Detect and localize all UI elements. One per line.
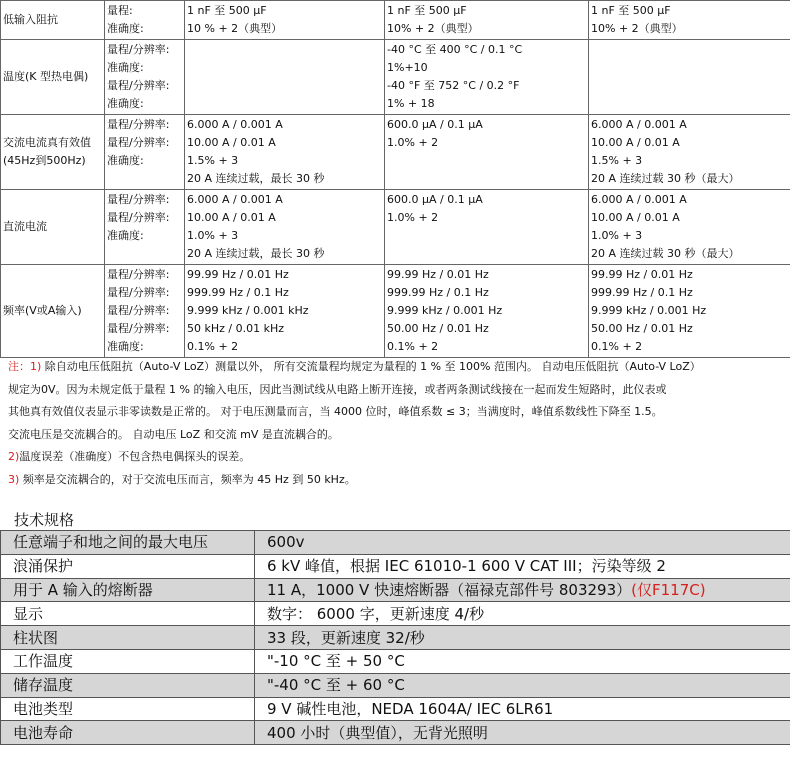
spec-row — [1, 265, 790, 358]
cell-line: 600.0 µA / 0.1 µA — [387, 118, 483, 131]
cell-line: 准确度: — [107, 229, 144, 242]
spec-table — [0, 0, 790, 358]
function-cell — [1, 265, 105, 358]
param-label-cell — [105, 190, 185, 265]
tech-spec-body — [1, 531, 790, 745]
cell-line: 10.00 A / 0.01 A — [187, 136, 276, 149]
cell-line: 20 A 连续过载，最长 30 秒 — [187, 247, 325, 260]
cell-line: 999.99 Hz / 0.1 Hz — [387, 286, 489, 299]
cell-line: 999.99 Hz / 0.1 Hz — [591, 286, 693, 299]
model-a-cell — [185, 115, 385, 190]
cell-line: 0.1% + 2 — [187, 340, 239, 353]
cell-line: 10.00 A / 0.01 A — [591, 136, 680, 149]
cell-line: 20 A 连续过载，最长 30 秒 — [187, 172, 325, 185]
cell-line: 1%+10 — [387, 61, 428, 74]
spec-row — [1, 40, 790, 115]
cell-line: 1.5% + 3 — [591, 154, 643, 167]
model-c-cell — [589, 190, 790, 265]
cell-line: 10.00 A / 0.01 A — [591, 211, 680, 224]
note-1-text: 除自动电压低阻抗（Auto-V LoZ）测量以外， 所有交流量程均规定为量程的 1 % 至 100% 范围内。 自动电压低阻抗（Auto-V LoZ） — [41, 360, 701, 373]
model-a-cell — [185, 265, 385, 358]
note-1-line-1 — [8, 356, 788, 379]
tech-label: 储存温度 — [1, 673, 255, 697]
cell-line: -40 °F 至 752 °C / 0.2 °F — [387, 79, 520, 92]
tech-value-cell — [255, 531, 790, 555]
cell-line: 量程/分辨率: — [107, 136, 170, 149]
tech-value: 11 A，1000 V 快速熔断器（福禄克部件号 803293） — [267, 580, 632, 599]
param-label-cell — [105, 265, 185, 358]
tech-row — [1, 602, 790, 626]
cell-line: 10.00 A / 0.01 A — [187, 211, 276, 224]
model-b-cell — [385, 1, 589, 40]
cell-line: 9.999 kHz / 0.001 Hz — [591, 304, 707, 317]
note-2-prefix: 2) — [8, 450, 20, 464]
cell-line: 交流电流真有效值 — [3, 136, 91, 149]
cell-line: 1% + 18 — [387, 97, 435, 110]
cell-line: 量程/分辨率: — [107, 193, 170, 206]
cell-line: 50.00 Hz / 0.01 Hz — [591, 322, 693, 335]
cell-line: 直流电流 — [3, 220, 47, 233]
model-c-cell — [589, 115, 790, 190]
tech-value-cell — [255, 649, 790, 673]
model-a-cell — [185, 1, 385, 40]
tech-label: 柱状图 — [1, 626, 255, 650]
tech-label: 显示 — [1, 602, 255, 626]
function-cell — [1, 115, 105, 190]
tech-value: 600v — [267, 533, 305, 552]
tech-row — [1, 531, 790, 555]
cell-line: 1.0% + 2 — [387, 211, 439, 224]
cell-line: 准确度: — [107, 22, 144, 35]
note-1-prefix: 注：1) — [8, 360, 42, 373]
cell-line: 10 % + 2（典型） — [187, 22, 283, 35]
cell-line: 1.0% + 3 — [591, 229, 643, 242]
cell-line: 1 nF 至 500 µF — [591, 4, 671, 17]
cell-line: 温度(K 型热电偶) — [3, 70, 89, 83]
tech-label: 任意端子和地之间的最大电压 — [1, 531, 255, 555]
note-2 — [8, 446, 788, 469]
model-c-cell — [589, 40, 790, 115]
cell-line: 量程/分辨率: — [107, 43, 170, 56]
cell-line: 0.1% + 2 — [591, 340, 643, 353]
note-1-line-3: 其他真有效值仪表显示非零读数是正常的。 对于电压测量而言，当 4000 位时，峰值系数 ≤ 3；当满度时，峰值系数线性下降至 1.5。 — [8, 405, 663, 419]
cell-line: 准确度: — [107, 154, 144, 167]
spec-row — [1, 190, 790, 265]
cell-line: 99.99 Hz / 0.01 Hz — [187, 268, 289, 281]
tech-row — [1, 626, 790, 650]
tech-value-cell — [255, 602, 790, 626]
tech-value-note: (仅F117C) — [631, 580, 706, 599]
cell-line: 量程/分辨率: — [107, 268, 170, 281]
cell-line: 10% + 2（典型） — [591, 22, 683, 35]
tech-value: 9 V 碱性电池，NEDA 1604A/ IEC 6LR61 — [267, 699, 554, 718]
spec-table-body — [1, 1, 790, 358]
cell-line: 量程/分辨率: — [107, 286, 170, 299]
note-1-line-4: 交流电压是交流耦合的。 自动电压 LoZ 和交流 mV 是直流耦合的。 — [8, 427, 339, 441]
cell-line: 1.0% + 3 — [187, 229, 239, 242]
tech-value-cell — [255, 673, 790, 697]
cell-line: 6.000 A / 0.001 A — [187, 193, 283, 206]
param-label-cell — [105, 115, 185, 190]
tech-value-cell — [255, 697, 790, 721]
cell-line: 50 kHz / 0.01 kHz — [187, 322, 285, 335]
model-b-cell — [385, 40, 589, 115]
tech-label: 浪涌保护 — [1, 554, 255, 578]
cell-line: 9.999 kHz / 0.001 Hz — [387, 304, 503, 317]
cell-line: 准确度: — [107, 97, 144, 110]
cell-line: 20 A 连续过载 30 秒（最大） — [591, 172, 740, 185]
tech-label: 电池类型 — [1, 697, 255, 721]
tech-row — [1, 554, 790, 578]
tech-value-cell — [255, 721, 790, 745]
cell-line: 99.99 Hz / 0.01 Hz — [387, 268, 489, 281]
tech-value: 400 小时（典型值），无背光照明 — [267, 723, 488, 742]
spec-row — [1, 1, 790, 40]
tech-value: 33 段，更新速度 32/秒 — [267, 628, 425, 647]
cell-line: -40 °C 至 400 °C / 0.1 °C — [387, 43, 523, 56]
cell-line: 6.000 A / 0.001 A — [187, 118, 283, 131]
cell-line: 量程/分辨率: — [107, 79, 170, 92]
tech-label: 用于 A 输入的熔断器 — [1, 578, 255, 602]
cell-line: 0.1% + 2 — [387, 340, 439, 353]
model-b-cell — [385, 115, 589, 190]
tech-label: 电池寿命 — [1, 721, 255, 745]
cell-line: 量程/分辨率: — [107, 304, 170, 317]
tech-value-cell — [255, 554, 790, 578]
note-3 — [8, 469, 788, 492]
cell-line: 1.5% + 3 — [187, 154, 239, 167]
note-3-prefix: 3) — [8, 472, 20, 486]
cell-line: 量程/分辨率: — [107, 211, 170, 224]
cell-line: 准确度: — [107, 61, 144, 74]
tech-value: 数字： 6000 字，更新速度 4/秒 — [267, 604, 485, 623]
tech-row — [1, 721, 790, 745]
cell-line: 量程: — [107, 4, 133, 17]
cell-line: 1 nF 至 500 µF — [387, 4, 467, 17]
cell-line: 99.99 Hz / 0.01 Hz — [591, 268, 693, 281]
cell-line: 1.0% + 2 — [387, 136, 439, 149]
tech-value: "-40 °C 至 + 60 °C — [267, 676, 405, 695]
cell-line: (45Hz到500Hz) — [3, 154, 86, 167]
cell-line: 低输入阻抗 — [3, 13, 58, 26]
cell-line: 6.000 A / 0.001 A — [591, 193, 687, 206]
note-2-text: 温度误差（准确度）不包含热电偶探头的误差。 — [19, 450, 251, 464]
cell-line: 9.999 kHz / 0.001 kHz — [187, 304, 309, 317]
model-a-cell — [185, 190, 385, 265]
tech-label: 工作温度 — [1, 649, 255, 673]
model-b-cell — [385, 265, 589, 358]
cell-line: 6.000 A / 0.001 A — [591, 118, 687, 131]
cell-line: 1 nF 至 500 µF — [187, 4, 267, 17]
tech-value: 6 kV 峰值，根据 IEC 61010-1 600 V CAT III；污染等级 2 — [267, 557, 666, 576]
tech-spec-table — [0, 530, 790, 745]
spec-row — [1, 115, 790, 190]
note-3-text: 频率是交流耦合的，对于交流电压而言，频率为 45 Hz 到 50 kHz。 — [19, 472, 356, 486]
cell-line: 准确度: — [107, 340, 144, 353]
cell-line: 量程/分辨率: — [107, 118, 170, 131]
tech-row — [1, 697, 790, 721]
tech-value-cell — [255, 626, 790, 650]
notes — [8, 356, 788, 492]
tech-row — [1, 673, 790, 697]
cell-line: 999.99 Hz / 0.1 Hz — [187, 286, 289, 299]
function-cell — [1, 40, 105, 115]
model-a-cell — [185, 40, 385, 115]
cell-line: 20 A 连续过载 30 秒（最大） — [591, 247, 740, 260]
function-cell — [1, 1, 105, 40]
model-b-cell — [385, 190, 589, 265]
tech-value-cell — [255, 578, 790, 602]
cell-line: 50.00 Hz / 0.01 Hz — [387, 322, 489, 335]
tech-spec-title: 技术规格 — [14, 511, 75, 529]
model-c-cell — [589, 1, 790, 40]
model-c-cell — [589, 265, 790, 358]
param-label-cell — [105, 40, 185, 115]
tech-value: "-10 °C 至 + 50 °C — [267, 652, 405, 671]
cell-line: 600.0 µA / 0.1 µA — [387, 193, 483, 206]
cell-line: 量程/分辨率: — [107, 322, 170, 335]
tech-row — [1, 578, 790, 602]
note-1-line-2: 规定为0V。因为未规定低于量程 1 % 的输入电压，因此当测试线从电路上断开连接，或者两条测试线接在一起而发生短路时，此仪表或 — [8, 382, 667, 396]
cell-line: 频率(V或A输入) — [3, 304, 82, 317]
tech-row — [1, 649, 790, 673]
param-label-cell — [105, 1, 185, 40]
function-cell — [1, 190, 105, 265]
cell-line: 10% + 2（典型） — [387, 22, 479, 35]
